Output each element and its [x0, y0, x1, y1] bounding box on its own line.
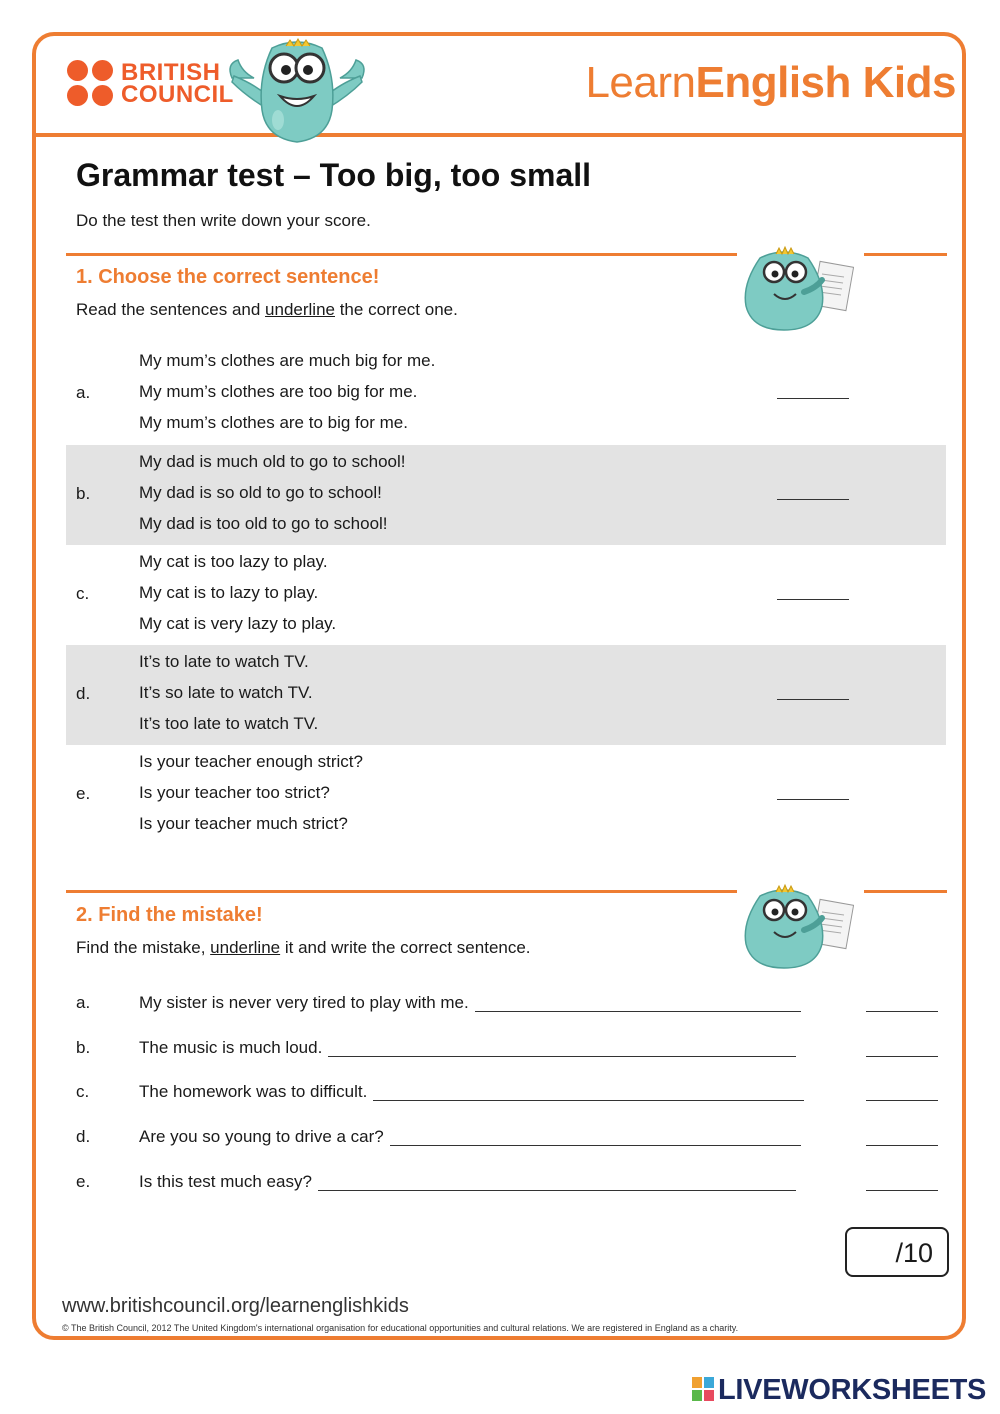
- mistake-row: [66, 1034, 946, 1064]
- footer-copyright: © The British Council, 2012 The United Kingdom's international organisation for educational opportunities and cultural relations. We are registered in England as a charity.: [62, 1323, 739, 1333]
- section1-instr-before: Read the sentences and: [76, 300, 266, 319]
- mistake-letter: b.: [76, 1038, 91, 1057]
- section1-instr-underlined: underline: [265, 300, 335, 319]
- section2-instr-after: it and write the correct sentence.: [280, 938, 531, 957]
- sentence-option[interactable]: It’s so late to watch TV.: [139, 683, 313, 702]
- answer-line[interactable]: [390, 1145, 801, 1146]
- sentence-option[interactable]: It’s to late to watch TV.: [139, 652, 309, 671]
- section1-title: 1. Choose the correct sentence!: [76, 266, 380, 288]
- section2-instr-underlined: underline: [210, 938, 281, 957]
- sentence-option[interactable]: My dad is so old to go to school!: [139, 483, 382, 502]
- answer-line[interactable]: [318, 1190, 796, 1191]
- sentence-option[interactable]: My mum’s clothes are too big for me.: [139, 382, 418, 401]
- liveworksheets-text: LIVEWORKSHEETS: [718, 1374, 987, 1406]
- bc-dots-icon: [67, 60, 115, 108]
- mistake-sentence[interactable]: My sister is never very tired to play with me.: [139, 993, 469, 1012]
- page-title: Grammar test – Too big, too small: [76, 157, 592, 193]
- mistake-sentence[interactable]: Are you so young to drive a car?: [139, 1127, 384, 1146]
- question-letter: b.: [76, 484, 91, 503]
- mascot-header-icon: [224, 38, 370, 144]
- sentence-option[interactable]: Is your teacher enough strict?: [139, 752, 363, 771]
- bc-wordmark: [121, 59, 234, 108]
- bc-line2: COUNCIL: [121, 81, 234, 108]
- header-divider: [32, 133, 966, 137]
- sentence-option[interactable]: It’s too late to watch TV.: [139, 714, 319, 733]
- question-row: [66, 745, 946, 845]
- score-blank[interactable]: [777, 388, 849, 399]
- sentence-option[interactable]: My mum’s clothes are to big for me.: [139, 413, 408, 432]
- score-blank[interactable]: [777, 789, 849, 800]
- question-letter: a.: [76, 383, 91, 402]
- question-row: [66, 344, 946, 444]
- mistake-row: [66, 1078, 946, 1108]
- section1-instr-after: the correct one.: [334, 300, 458, 319]
- score-blank[interactable]: [866, 1011, 938, 1012]
- mistake-letter: c.: [76, 1082, 90, 1101]
- score-box: /10: [845, 1227, 949, 1277]
- score-blank[interactable]: [777, 689, 849, 700]
- score-blank[interactable]: [866, 1056, 938, 1057]
- sentence-option[interactable]: My mum’s clothes are much big for me.: [139, 351, 436, 370]
- intro-text: Do the test then write down your score.: [76, 211, 371, 230]
- sentence-option[interactable]: My dad is too old to go to school!: [139, 514, 388, 533]
- brand-learn: Learn: [585, 58, 696, 107]
- brand-english: English: [695, 58, 851, 107]
- section2-instruction: [76, 938, 531, 958]
- sentence-option[interactable]: My cat is very lazy to play.: [139, 614, 337, 633]
- score-blank[interactable]: [866, 1100, 938, 1101]
- mistake-row: [66, 989, 946, 1019]
- question-row: [66, 445, 946, 545]
- mistake-row: [66, 1123, 946, 1153]
- learnenglish-kids-logo: [585, 58, 956, 108]
- bc-line1: BRITISH: [121, 59, 221, 86]
- mistake-letter: d.: [76, 1127, 91, 1146]
- answer-line[interactable]: [328, 1056, 796, 1057]
- answer-line[interactable]: [373, 1100, 804, 1101]
- section2-instr-before: Find the mistake,: [76, 938, 211, 957]
- sentence-option[interactable]: My dad is much old to go to school!: [139, 452, 406, 471]
- mascot-reading-icon: [742, 244, 854, 332]
- section2-rule-left: [66, 890, 737, 893]
- section1-rule-left: [66, 253, 737, 256]
- question-letter: e.: [76, 784, 91, 803]
- score-blank[interactable]: [777, 489, 849, 500]
- section1-instruction: [76, 300, 458, 320]
- mistake-sentence[interactable]: The music is much loud.: [139, 1038, 323, 1057]
- mistake-sentence[interactable]: The homework was to difficult.: [139, 1082, 368, 1101]
- mistake-letter: a.: [76, 993, 91, 1012]
- question-letter: d.: [76, 684, 91, 703]
- score-blank[interactable]: [866, 1190, 938, 1191]
- section2-rule-right: [864, 890, 947, 893]
- answer-line[interactable]: [475, 1011, 801, 1012]
- mistake-letter: e.: [76, 1172, 91, 1191]
- mistake-sentence[interactable]: Is this test much easy?: [139, 1172, 312, 1191]
- sentence-option[interactable]: My cat is to lazy to play.: [139, 583, 319, 602]
- question-letter: c.: [76, 584, 90, 603]
- sentence-option[interactable]: My cat is too lazy to play.: [139, 552, 328, 571]
- sentence-option[interactable]: Is your teacher much strict?: [139, 814, 348, 833]
- question-row: [66, 545, 946, 645]
- footer-url[interactable]: www.britishcouncil.org/learnenglishkids: [62, 1295, 409, 1317]
- score-blank[interactable]: [777, 589, 849, 600]
- liveworksheets-icon: [692, 1377, 714, 1401]
- sentence-option[interactable]: Is your teacher too strict?: [139, 783, 330, 802]
- mistake-row: [66, 1168, 946, 1198]
- section2-title: 2. Find the mistake!: [76, 904, 263, 926]
- mascot-reading-icon-2: [742, 882, 854, 970]
- score-blank[interactable]: [866, 1145, 938, 1146]
- question-row: [66, 645, 946, 745]
- section1-rule-right: [864, 253, 947, 256]
- brand-kids: Kids: [862, 58, 956, 107]
